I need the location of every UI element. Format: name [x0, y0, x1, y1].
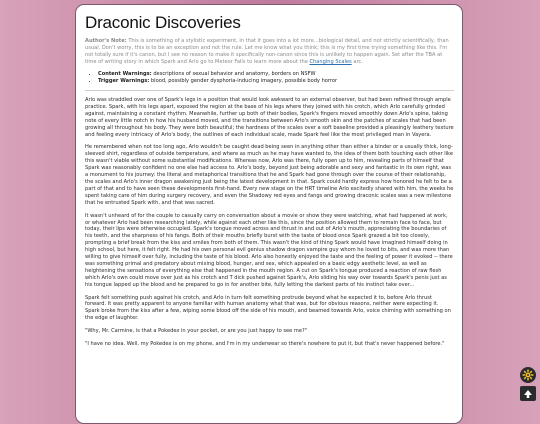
settings-button[interactable]: [520, 367, 536, 383]
trigger-warning: [98, 78, 454, 85]
story-page: [75, 4, 463, 424]
warnings-list: [85, 71, 454, 85]
story-paragraph: It wasn't unheard of for the couple to casually carry on conversation about a movie or show they were watching, what had happened at work, or whatever Arlo had been researching lately, while against each other like this, since the position allowed them to remain face to face, but today, their lips were otherwise occupied. Spark's tongue moved across and thrust in and out of Arlo's mouth, appreciating the boundaries of his teeth, and the sharpness of his fangs. Both of their mouths briefly burst with the taste of blood once Spark grazed a bit too closely, prompting a brief break from the kiss and smiles from both of them. This wasn't the kind of thing Spark would have imagined himself doing in high school, but here, it felt right. He had his own personal evil genius shadow dragon vampire guy whom he loved to bits, and was more than willing to give himself over fully, including the taste of his blood. Arlo also honestly enjoyed the taste and the feeling of power it evoked -- there was something primal and predatory about mixing blood, hunger, and sex, which appealed on a basic edgy aesthetic level, as well as heightening the sensations of everything else that happened in the mouth region. A cut on Spark's tongue produced a reaction of raw flesh which Arlo's own could move over just as his crotch and T dick pushed against Spark's, Arlo sliding his way over towards Spark's penis just as his tongue lapped up the blood and he prepared to go in for another bite, fully letting the darkest parts of his instinct take over...: [85, 212, 453, 288]
author-note: [85, 38, 454, 66]
story-paragraph: "I have no idea. Well, my Pokedex is on my phone, and I'm in my underwear so there's nowhere to put it, but that's never happened before.": [85, 341, 445, 348]
content-warning-label: Content Warnings:: [98, 71, 152, 77]
author-note-end: arc.: [351, 59, 363, 65]
content-warning-text: descriptions of sexual behavior and anatomy, borders on NSFW: [151, 71, 316, 77]
story-paragraph: He remembered when not too long ago, Arlo wouldn't be caught dead being seen in anything other than either a binder or a usually thick, long-sleeved shirt, regardless of outside temperature, and where as much as he may have wanted to, the idea of them both touching each other like this wasn't viable without some substantial modifications. Whereas now, Arlo was there, fully open up to him, revealing parts of himself that Spark was reasonably confident no one else had access to. Arlo's body, beyond just being adorable and sexy and fantastic in its own right, was a monument to his journey: the literal and metaphorical transitions that he and Spark had gone through over the course of their relationship, the scales and Arlo's inner dragon awakening just being the latest development in that. Spark could hardly express how honored he felt to be a part of that and to have seen these developments first-hand. Every new stage on the HRT timeline Arlo excitedly shared with him, the weeks he spent taking care of him during surgery recovery, and even the Shadowy red eyes and fangs and growing draconic scales was a new milestone that he entrusted Spark with, and that was sacred.: [85, 144, 454, 206]
arrow-up-icon: [523, 389, 533, 399]
scroll-to-top-button[interactable]: [520, 386, 536, 401]
changing-scales-link[interactable]: Changing Scales: [309, 59, 352, 65]
trigger-warning-label: Trigger Warnings:: [98, 78, 150, 84]
story-paragraph: "Why, Mr. Carmine, is that a Pokedex in your pocket, or are you just happy to see me?": [85, 328, 308, 335]
content-warning: [98, 71, 454, 78]
story-paragraph: Arlo was straddled over one of Spark's legs in a position that would look awkward to an external observer, but had been refined through ample practice. Spark, with his legs apart, exposed the region at the base of his legs where they joined with his crotch, which Arlo carefully grinded against, maintaining a constant rhythm. Meanwhile, further up both of their bodies, Spark's fingers moved smoothly down Arlo's spine, taking note of every little notch in how his husband moved, and the transitions between Arlo's smooth skin and the patches of scales that had been growing all throughout his body. They were both beautiful; the hardness of the scales over a soft baseline provided a pleasingly leathery texture and feeling every intricacy of Arlo's body, the outlines of each individual scale, made Spark feel like the most privileged man in Vayera.: [85, 97, 454, 138]
divider: [85, 90, 454, 91]
gear-icon: [522, 369, 534, 381]
story-paragraph: Spark felt something push against his crotch, and Arlo in turn felt something protrude beyond what he expected it to, before Arlo thrust forward. It was pretty apparent to anyone familiar with human anatomy what that was, but for obvious reasons, neither were expecting it. Spark broke from the kiss after a few, wiping some blood off the side of his mouth, and beamed towards Arlo, voice chiming with something on the edge of laughter.: [85, 294, 451, 322]
page-title: Draconic Discoveries: [85, 13, 241, 32]
trigger-warning-text: blood, possibly gender dysphoria-inducing imagery, possible body horror: [149, 78, 338, 84]
author-note-label: Author's Note:: [85, 38, 127, 44]
author-note-text: This is something of a stylistic experiment, in that it goes into a lot more...biological detail, and not strictly scientifically, than usual. Don't worry, this is to be an exception and not the rule. Let me know what you think; this is my first time trying something like this. I'm not totally sure if it's canon, but I see no reason to make it specifically non-canon since this is unlikely to happen again. Set after the TBA at time of writing story in which Spark and Arlo go to Meteor Falls to learn more about the: [85, 38, 449, 65]
